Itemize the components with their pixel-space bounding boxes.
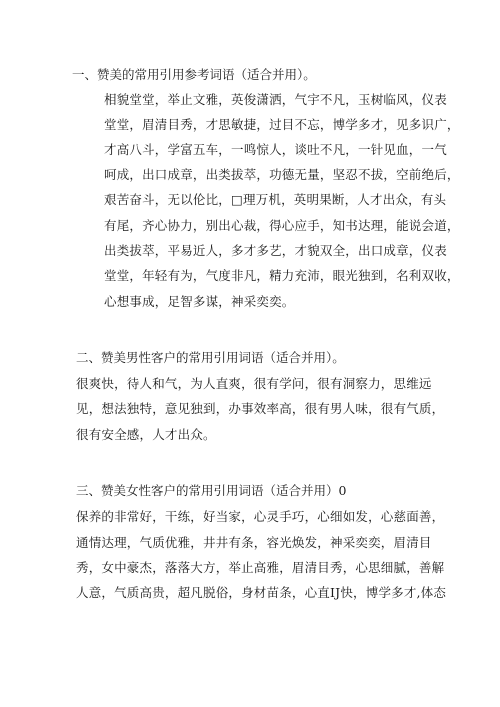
section-1-heading: 一、赞美的常用引用参考词语（适合并用）。 bbox=[72, 67, 316, 82]
section-1-line: 堂堂，年轻有为，气度非凡，精力充沛，眼光独到，名利双收， bbox=[104, 268, 460, 283]
section-1-line: 堂堂，眉清目秀，才思敏捷，过目不忘，博学多才，见多识广， bbox=[104, 117, 460, 132]
section-1-line: 才高八斗，学富五车，一鸣惊人，谈吐不凡，一针见血，一气 bbox=[104, 142, 447, 157]
section-2-line: 很有安全感，人才出众。 bbox=[76, 427, 216, 442]
section-3-line: 保养的非常好，干练，好当家，心灵手巧，心细如发，心慈面善， bbox=[76, 509, 445, 524]
section-3-heading: 三、赞美女性客户的常用引用词语（适合并用）0 bbox=[76, 483, 347, 498]
section-1-line: 心想事成，足智多谋，神采奕奕。 bbox=[104, 294, 295, 309]
section-1-line: 呵成，出口成章，出类拔萃，功德无量，坚忍不拔，空前绝后， bbox=[104, 167, 460, 182]
section-2-line: 见，想法独特，意见独到，办事效率高，很有男人味，很有气质， bbox=[76, 401, 445, 416]
section-3-line: 通情达理，气质优雅，井井有条，容光焕发，神采奕奕，眉清目 bbox=[76, 535, 432, 550]
section-2-heading: 二、赞美男性客户的常用引用词语（适合并用）。 bbox=[76, 350, 345, 365]
section-1-line: 相貌堂堂，举止文雅，英俊潇洒，气宇不凡，玉树临风，仪表 bbox=[104, 92, 447, 107]
section-2-line: 很爽快，待人和气，为人直爽，很有学问，很有洞察力，思维远 bbox=[76, 376, 432, 391]
section-1-line: 出类拔萃，平易近人，多才多艺，才貌双全，出口成章，仪表 bbox=[104, 243, 447, 258]
section-1-line: 艰苦奋斗，无以伦比，□理万机，英明果断，人才出众，有头 bbox=[104, 192, 447, 207]
section-1-line: 有尾，齐心协力，别出心裁，得心应手，知书达理，能说会道， bbox=[104, 218, 460, 233]
section-3-line: 人意，气质高贵，超凡脱俗，身材苗条，心直IJ快，博学多才,体态 bbox=[76, 585, 447, 600]
section-3-line: 秀，女中豪杰，落落大方，举止高雅，眉清目秀，心思细腻，善解 bbox=[76, 560, 445, 575]
